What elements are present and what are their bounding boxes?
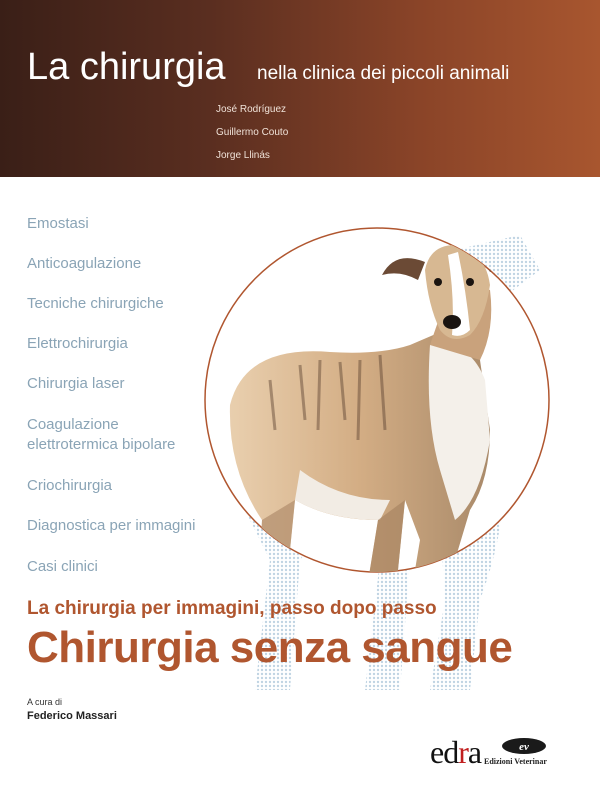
book-subtitle: nella clinica dei piccoli animali: [257, 63, 510, 84]
topic-item: Tecniche chirurgiche: [27, 295, 164, 312]
main-heading: Chirurgia senza sangue: [27, 623, 513, 672]
topic-item: elettrotermica bipolare: [27, 436, 176, 453]
author-3: Jorge Llinás: [216, 150, 270, 161]
topic-item: Casi clinici: [27, 558, 98, 575]
topic-item: Elettrochirurgia: [27, 335, 128, 352]
curated-by-label: A cura di: [27, 697, 63, 707]
ev-publisher-name: Edizioni Veterinar: [484, 757, 547, 766]
book-title: La chirurgia: [27, 46, 226, 88]
topic-item: Coagulazione: [27, 416, 119, 433]
editor-name: Federico Massari: [27, 710, 117, 722]
svg-text:ev: ev: [519, 741, 529, 753]
topic-item: Anticoagulazione: [27, 255, 142, 272]
tagline: La chirurgia per immagini, passo dopo passo: [27, 598, 437, 619]
topic-item: Chirurgia laser: [27, 375, 125, 392]
topic-item: Criochirurgia: [27, 477, 113, 494]
cover-header: [0, 0, 600, 177]
author-2: Guillermo Couto: [216, 127, 289, 138]
topic-item: Diagnostica per immagini: [27, 517, 196, 534]
edra-logo-part: ed: [430, 734, 459, 770]
author-1: José Rodríguez: [216, 104, 287, 115]
topic-item: Emostasi: [27, 215, 89, 232]
edra-logo: [430, 734, 481, 770]
edra-logo-r: r: [458, 734, 468, 770]
edra-logo-part: a: [467, 734, 482, 770]
